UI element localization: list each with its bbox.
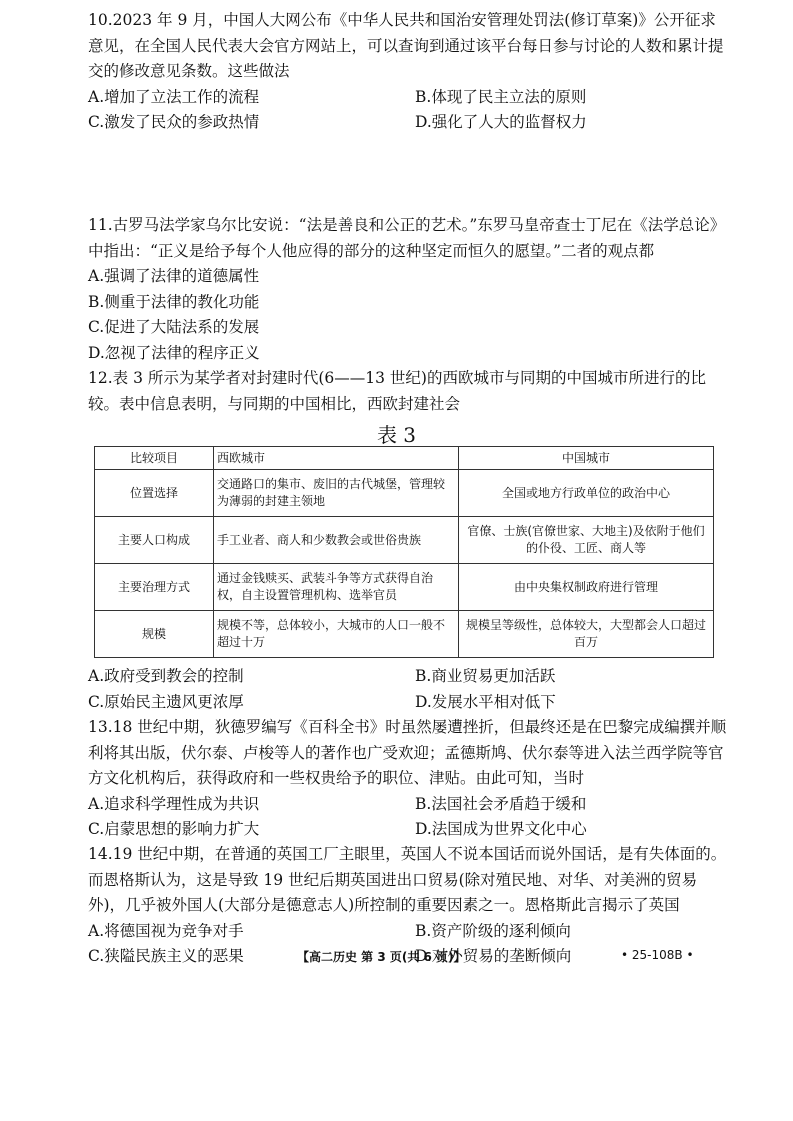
question-11 bbox=[70, 213, 730, 366]
footer-code: • 25-108B • bbox=[621, 948, 694, 962]
question-10 bbox=[70, 8, 730, 136]
question-10-option-d[interactable]: D.强化了人大的监督权力 bbox=[415, 113, 587, 131]
table-row bbox=[95, 564, 714, 611]
table-header-china: 中国城市 bbox=[459, 447, 714, 470]
question-11-option-c[interactable]: C.促进了大陆法系的发展 bbox=[88, 318, 260, 336]
table-cell: 手工业者、商人和少数教会或世俗贵族 bbox=[214, 517, 459, 564]
table-cell: 规模 bbox=[95, 611, 214, 658]
question-10-option-c[interactable]: C.激发了民众的参政热情 bbox=[88, 113, 260, 131]
question-12-options-block bbox=[70, 664, 730, 715]
table-row bbox=[95, 470, 714, 517]
table-cell: 由中央集权制政府进行管理 bbox=[459, 564, 714, 611]
question-10-stem: 10.2023 年 9 月，中国人大网公布《中华人民共和国治安管理处罚法(修订草案)》公开征求意见，在全国人民代表大会官方网站上，可以查询到通过该平台每日参与讨论的人数和累计提交的修改意见条数。这些做法 bbox=[88, 11, 724, 80]
table-row bbox=[95, 517, 714, 564]
table-cell: 全国或地方行政单位的政治中心 bbox=[459, 470, 714, 517]
question-14-option-d[interactable]: D.对外贸易的垄断倾向 bbox=[415, 947, 572, 965]
question-13-option-c[interactable]: C.启蒙思想的影响力扩大 bbox=[88, 820, 260, 838]
table-caption: 表 3 bbox=[376, 423, 417, 447]
table-header-west: 西欧城市 bbox=[214, 447, 459, 470]
question-11-stem: 11.古罗马法学家乌尔比安说：“法是善良和公正的艺术。”东罗马皇帝查士丁尼在《法学总论》中指出：“正义是给予每个人他应得的部分的这种坚定而恒久的愿望。”二者的观点都 bbox=[88, 216, 726, 260]
question-13-option-d[interactable]: D.法国成为世界文化中心 bbox=[415, 820, 587, 838]
table-cell: 规模不等，总体较小，大城市的人口一般不超过十万 bbox=[214, 611, 459, 658]
question-11-option-d[interactable]: D.忽视了法律的程序正义 bbox=[88, 343, 260, 362]
question-12-stem: 12.表 3 所示为某学者对封建时代(6——13 世纪)的西欧城市与同期的中国城市所进行的比较。表中信息表明，与同期的中国相比，西欧封建社会 bbox=[88, 369, 706, 413]
question-13-option-a[interactable]: A.追求科学理性成为共识 bbox=[88, 794, 260, 813]
table-cell: 位置选择 bbox=[95, 470, 214, 517]
table-row bbox=[95, 611, 714, 658]
question-10-options bbox=[70, 85, 730, 136]
question-14-stem: 14.19 世纪中期，在普通的英国工厂主眼里，英国人不说本国话而说外国话，是有失体面的。而恩格斯认为，这是导致 19 世纪后期英国进出口贸易(除对殖民地、对华、对美洲的贸易外)，几乎被外国人(大部分是德意志人)所控制的重要因素之一。恩格斯此言揭示了英国 bbox=[88, 845, 727, 914]
question-11-option-a[interactable]: A.强调了法律的道德属性 bbox=[88, 267, 260, 285]
table-cell: 主要人口构成 bbox=[95, 517, 214, 564]
question-14-option-a[interactable]: A.将德国视为竞争对手 bbox=[88, 921, 244, 940]
question-13-option-b[interactable]: B.法国社会矛盾趋于缓和 bbox=[415, 794, 587, 813]
question-14-option-b[interactable]: B.资产阶级的逐利倾向 bbox=[415, 921, 571, 940]
question-13-options bbox=[70, 792, 730, 843]
table-cell: 通过金钱赎买、武装斗争等方式获得自治权，自主设置管理机构、选举官员 bbox=[214, 564, 459, 611]
comparison-table bbox=[94, 446, 714, 658]
table-cell: 规模呈等级性，总体较大，大型都会人口超过百万 bbox=[459, 611, 714, 658]
question-12-option-b[interactable]: B.商业贸易更加活跃 bbox=[415, 667, 556, 685]
question-12-option-a[interactable]: A.政府受到教会的控制 bbox=[88, 667, 244, 685]
question-12-option-d[interactable]: D.发展水平相对低下 bbox=[415, 692, 556, 711]
table-header-item: 比较项目 bbox=[95, 447, 214, 470]
question-12-option-c[interactable]: C.原始民主遗风更浓厚 bbox=[88, 692, 244, 711]
question-10-option-a[interactable]: A.增加了立法工作的流程 bbox=[88, 87, 260, 106]
question-13-stem: 13.18 世纪中期，狄德罗编写《百科全书》时虽然屡遭挫折，但最终还是在巴黎完成编撰并顺利将其出版，伏尔泰、卢梭等人的著作也广受欢迎；孟德斯鸠、伏尔泰等进入法兰西学院等官方文化机构后，获得政府和一些权贵给予的职位、津贴。由此可知，当时 bbox=[88, 718, 727, 787]
question-11-option-b[interactable]: B.侧重于法律的教化功能 bbox=[88, 292, 260, 311]
table-cell: 交通路口的集市、废旧的古代城堡，管理较为薄弱的封建主领地 bbox=[214, 470, 459, 517]
question-14-option-c[interactable]: C.狭隘民族主义的恶果 bbox=[88, 947, 244, 965]
question-13 bbox=[70, 715, 730, 843]
footer-page-label: 【高二历史 第 3 页(共 6 页)】 bbox=[297, 950, 466, 964]
table-header-row bbox=[95, 447, 714, 470]
question-12-options bbox=[70, 664, 730, 715]
question-10-option-b[interactable]: B.体现了民主立法的原则 bbox=[415, 87, 587, 106]
table-cell: 主要治理方式 bbox=[95, 564, 214, 611]
table-cell: 官僚、士族(官僚世家、大地主)及依附于他们的仆役、工匠、商人等 bbox=[459, 517, 714, 564]
question-12 bbox=[70, 366, 730, 417]
